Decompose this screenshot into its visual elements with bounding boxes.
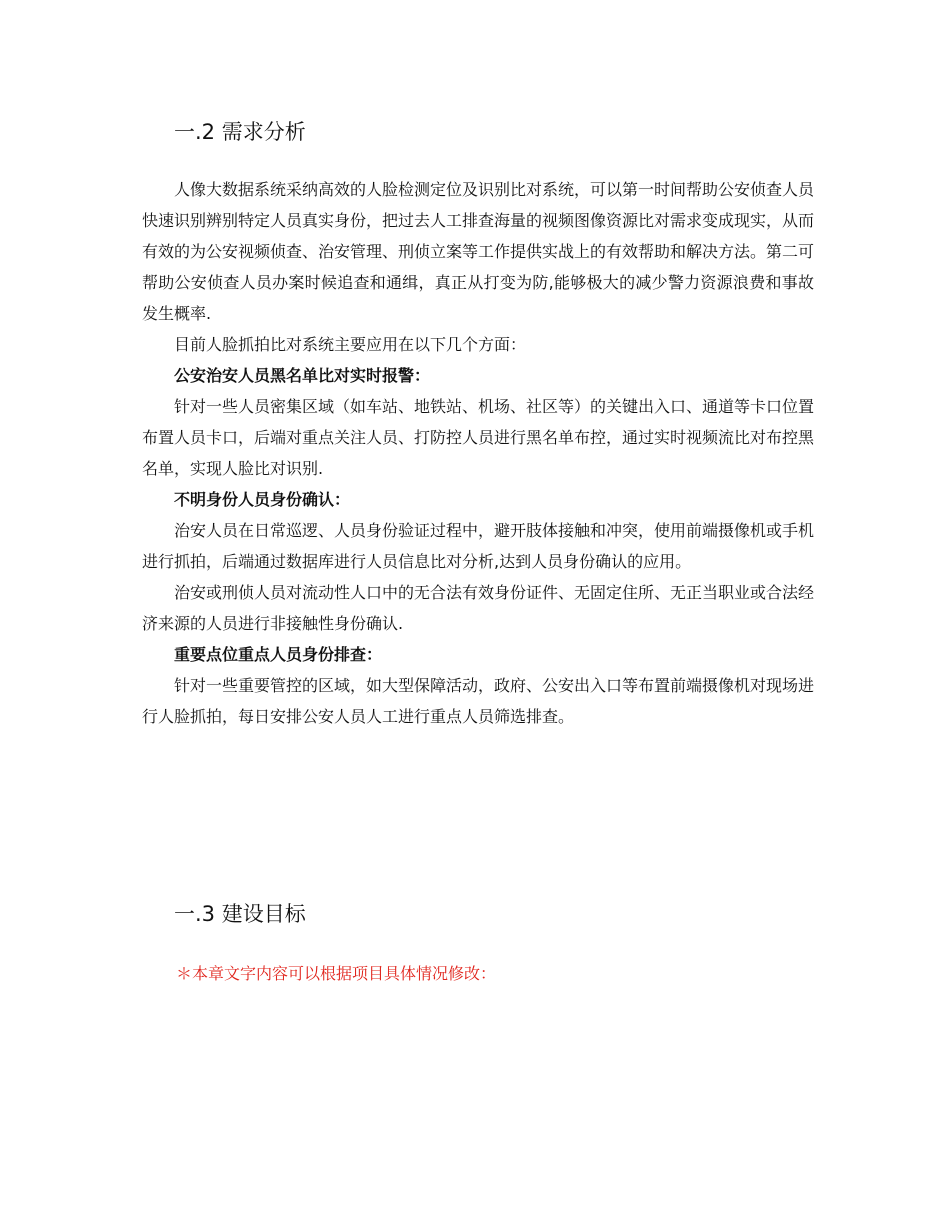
paragraph-intro: 人像大数据系统采纳高效的人脸检测定位及识别比对系统，可以第一时间帮助公安侦查人员快速识别辨别特定人员真实身份，把过去人工排查海量的视频图像资源比对需求变成现实，从而有效的为公安视频侦查、治安管理、刑侦立案等工作提供实战上的有效帮助和解决方法。第二可帮助公安侦查人员办案时候追查和通缉，真正从打变为防,能够极大的减少警力资源浪费和事故发生概率. <box>142 180 815 323</box>
paragraph-key-point-screening: 针对一些重要管控的区域，如大型保障活动，政府、公安出入口等布置前端摄像机对现场进行人脸抓拍，每日安排公安人员人工进行重点人员筛选排查。 <box>142 676 815 726</box>
editable-note: ＊本章文字内容可以根据项目具体情况修改： <box>176 964 497 983</box>
section-heading-requirements: 一.2 需求分析 <box>174 120 306 144</box>
paragraph-unknown-identity-2: 治安或刑侦人员对流动性人口中的无合法有效身份证件、无固定住所、无正当职业或合法经济来源的人员进行非接触性身份确认. <box>142 583 815 633</box>
paragraph-unknown-identity-1: 治安人员在日常巡逻、人员身份验证过程中，避开肢体接触和冲突，使用前端摄像机或手机进行抓拍，后端通过数据库进行人员信息比对分析,达到人员身份确认的应用。 <box>142 521 815 571</box>
paragraph-applications-lead: 目前人脸抓拍比对系统主要应用在以下几个方面： <box>174 335 527 354</box>
paragraph-blacklist-alarm: 针对一些人员密集区域（如车站、地铁站、机场、社区等）的关键出入口、通道等卡口位置布置人员卡口，后端对重点关注人员、打防控人员进行黑名单布控，通过实时视频流比对布控黑名单，实现人脸比对识别. <box>142 397 815 478</box>
subheading-blacklist-alarm: 公安治安人员黑名单比对实时报警： <box>174 366 431 385</box>
subheading-unknown-identity: 不明身份人员身份确认： <box>174 490 351 509</box>
section-heading-construction-goals: 一.3 建设目标 <box>174 902 306 926</box>
requirements-body <box>142 174 814 732</box>
subheading-key-point-screening: 重要点位重点人员身份排查： <box>174 645 383 664</box>
